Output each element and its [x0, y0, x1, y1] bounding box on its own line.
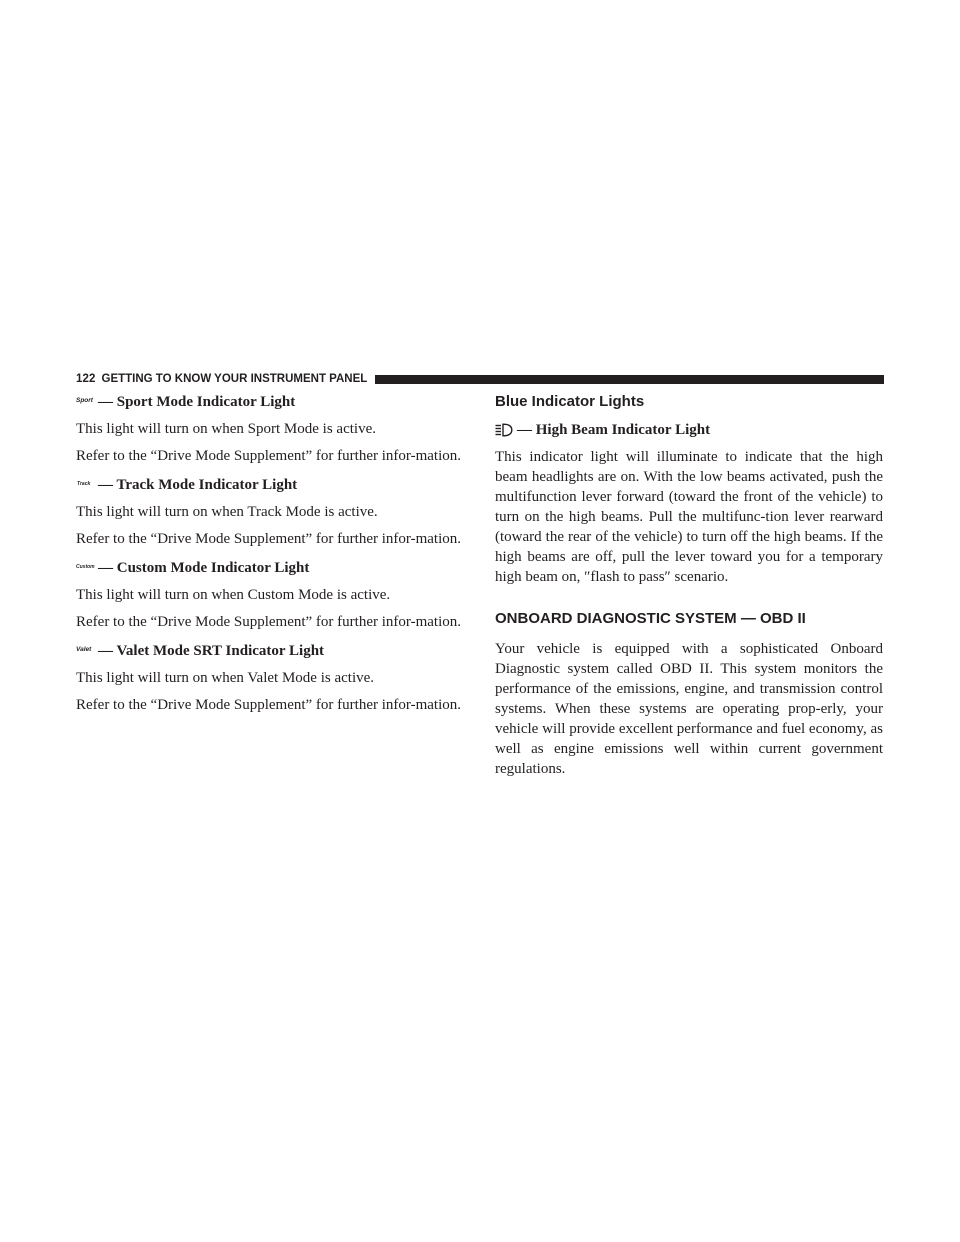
- page-number: 122: [76, 373, 96, 385]
- sport-mode-paragraph-2: Refer to the “Drive Mode Supplement” for further infor-mation.: [76, 448, 461, 464]
- sport-mode-paragraph-1: This light will turn on when Sport Mode is active.: [76, 421, 376, 437]
- header-rule: [375, 375, 884, 384]
- custom-mode-heading: [76, 558, 464, 578]
- sport-mode-heading-text: — Sport Mode Indicator Light: [98, 394, 296, 410]
- high-beam-heading-text: — High Beam Indicator Light: [517, 422, 711, 438]
- left-column: [76, 392, 464, 715]
- valet-mode-paragraph-2: Refer to the “Drive Mode Supplement” for further infor-mation.: [76, 697, 461, 713]
- high-beam-paragraph: This indicator light will illuminate to indicate that the high beam headlights are on. With the low beams activated, push the multifunction lever forward (toward the front of the vehicle) to turn on the high beams. Pull the multifunc-tion lever rearward (toward the rear of the vehicle) to turn off the high beams. If the high beams are off, pull the lever toward you for a temporary high beam on, ″flash to pass″ scenario.: [495, 449, 883, 585]
- sport-mode-heading: [76, 392, 464, 412]
- track-mode-heading-text: — Track Mode Indicator Light: [98, 477, 298, 493]
- obd-section-title: ONBOARD DIAGNOSTIC SYSTEM — OBD II: [495, 610, 806, 627]
- svg-text:Valet: Valet: [76, 646, 92, 653]
- svg-text:Custom: Custom: [76, 564, 95, 570]
- sport-mode-icon: [76, 394, 95, 404]
- high-beam-heading: [495, 420, 883, 440]
- valet-mode-paragraph-1: This light will turn on when Valet Mode is active.: [76, 670, 375, 686]
- valet-mode-heading-text: — Valet Mode SRT Indicator Light: [98, 643, 325, 659]
- track-mode-icon: [76, 477, 95, 487]
- sport-mode-section: [76, 392, 464, 466]
- valet-mode-section: [76, 641, 464, 715]
- custom-mode-icon: [76, 560, 95, 570]
- track-mode-section: [76, 475, 464, 549]
- track-mode-paragraph-1: This light will turn on when Track Mode is active.: [76, 504, 378, 520]
- svg-text:Track: Track: [77, 481, 91, 487]
- custom-mode-paragraph-2: Refer to the “Drive Mode Supplement” for further infor-mation.: [76, 614, 461, 630]
- track-mode-paragraph-2: Refer to the “Drive Mode Supplement” for further infor-mation.: [76, 531, 461, 547]
- page-header: [76, 372, 884, 386]
- blue-indicator-lights-heading: Blue Indicator Lights: [495, 393, 645, 410]
- svg-text:Sport: Sport: [76, 397, 93, 404]
- right-column: [495, 392, 883, 779]
- obd-paragraph: Your vehicle is equipped with a sophisticated Onboard Diagnostic system called OBD II. This system monitors the performance of the emissions, engine, and transmission control systems. When these systems are operating prop-erly, your vehicle will provide excellent performance and fuel economy, as well as engine emissions well within current government regulations.: [495, 641, 883, 777]
- custom-mode-paragraph-1: This light will turn on when Custom Mode is active.: [76, 587, 391, 603]
- header-title: GETTING TO KNOW YOUR INSTRUMENT PANEL: [101, 373, 368, 385]
- valet-mode-heading: [76, 641, 464, 661]
- valet-mode-icon: [76, 643, 95, 653]
- custom-mode-heading-text: — Custom Mode Indicator Light: [98, 560, 310, 576]
- track-mode-heading: [76, 475, 464, 495]
- custom-mode-section: [76, 558, 464, 632]
- high-beam-icon: [495, 423, 513, 437]
